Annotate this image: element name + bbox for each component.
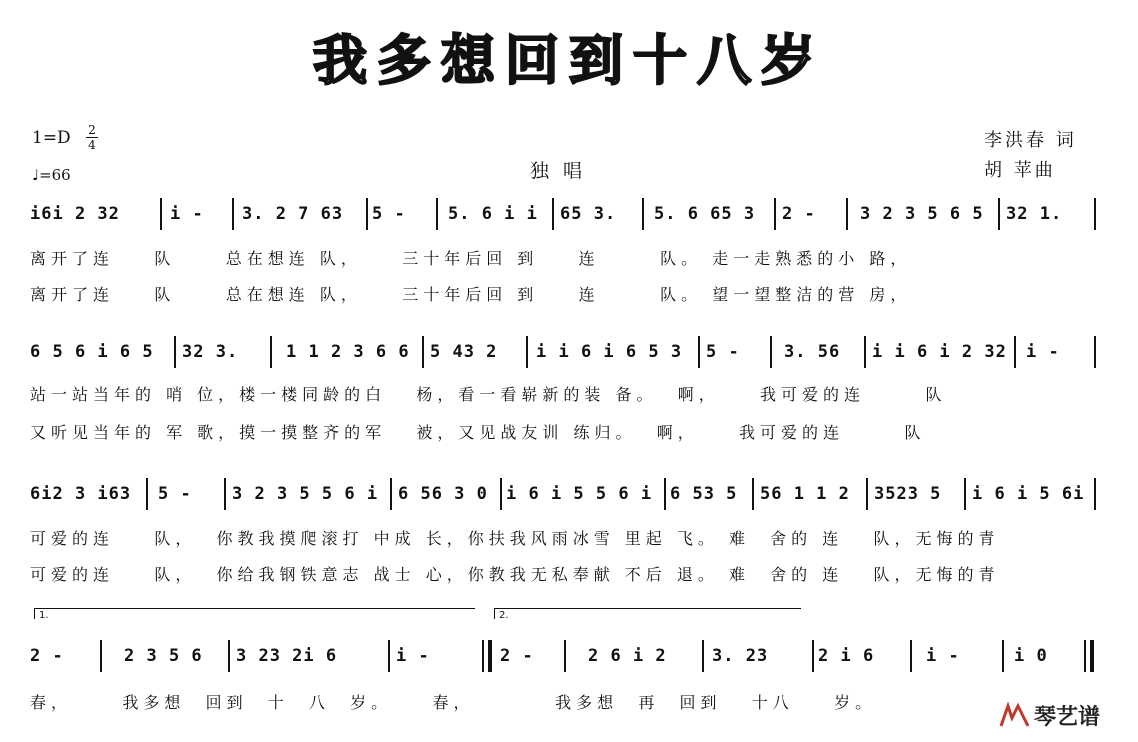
measure: 5. 6 65 3 xyxy=(654,204,756,224)
measure: 2 - xyxy=(500,646,534,666)
watermark-text: 琴艺谱 xyxy=(1034,705,1101,730)
measure: 32 1. xyxy=(1006,204,1063,224)
key-signature: 1=D xyxy=(32,128,71,148)
logo-icon xyxy=(998,702,1032,730)
measure: i - xyxy=(1026,342,1060,362)
lyric-line-1b: 离开了连 队 总在想连 队， 三十年后回 到 连 队。 望一望整洁的营 房， xyxy=(30,285,912,304)
lyric-line-2a: 站一站当年的 哨 位，楼一楼同龄的白 杨，看一看崭新的装 备。 啊， 我可爱的连 队 xyxy=(30,385,947,404)
notation-system-1 xyxy=(30,196,1098,232)
measure: 5 - xyxy=(706,342,740,362)
measure: i - xyxy=(396,646,430,666)
time-signature-bottom: 4 xyxy=(88,138,96,152)
lyric-line-3b: 可爱的连 队， 你给我钢铁意志 战士 心，你教我无私奉献 不后 退。 难 舍的 连 队，无悔的青 xyxy=(30,565,1000,584)
measure: 3 2 3 5 6 5 xyxy=(860,204,984,224)
measure: i i 6 i 6 5 3 xyxy=(536,342,683,362)
measure: 3. 56 xyxy=(784,342,841,362)
performance-note: 独唱 xyxy=(530,160,597,182)
measure: 2 - xyxy=(782,204,816,224)
measure: 5 - xyxy=(158,484,192,504)
measure: i - xyxy=(170,204,204,224)
measure: 6i2 3 i63 xyxy=(30,484,132,504)
measure: i i 6 i 2 32 xyxy=(872,342,1007,362)
measure: 2 - xyxy=(30,646,64,666)
volta-bracket-1: 1. xyxy=(34,608,475,619)
measure: 1 1 2 3 6 6 xyxy=(286,342,410,362)
measure: i 6 i 5 5 6 i xyxy=(506,484,653,504)
measure: 6 53 5 xyxy=(670,484,738,504)
measure: 5 43 2 xyxy=(430,342,498,362)
notation-system-4 xyxy=(30,638,1098,674)
measure: 2 6 i 2 xyxy=(588,646,667,666)
measure: i6i 2 32 xyxy=(30,204,120,224)
lyric-line-1a: 离开了连 队 总在想连 队， 三十年后回 到 连 队。 走一走熟悉的小 路， xyxy=(30,249,912,268)
measure: 3523 5 xyxy=(874,484,942,504)
notation-system-3 xyxy=(30,476,1098,512)
measure: 2 i 6 xyxy=(818,646,875,666)
measure: i 0 xyxy=(1014,646,1048,666)
tempo-marking: ♩=66 xyxy=(32,166,71,184)
time-signature xyxy=(86,124,98,151)
song-title: 我多想回到十八岁 xyxy=(313,29,825,92)
volta-bracket-2: 2. xyxy=(494,608,801,619)
measure: 3 2 3 5 5 6 i xyxy=(232,484,379,504)
measure: 2 3 5 6 xyxy=(124,646,203,666)
measure: 5 - xyxy=(372,204,406,224)
lyricist-credit: 李洪春 词 xyxy=(984,130,1077,151)
measure: 32 3. xyxy=(182,342,239,362)
measure: 6 5 6 i 6 5 xyxy=(30,342,154,362)
measure: 3. 23 xyxy=(712,646,769,666)
notation-system-2 xyxy=(30,334,1098,370)
time-signature-top: 2 xyxy=(88,123,96,137)
measure: i - xyxy=(926,646,960,666)
measure: i 6 i 5 6i xyxy=(972,484,1085,504)
lyric-line-2b: 又听见当年的 军 歌，摸一摸整齐的军 被，又见战友训 练归。 啊， 我可爱的连 队 xyxy=(30,423,926,442)
composer-credit: 胡 苹曲 xyxy=(984,160,1056,181)
lyric-line-4: 春， 我多想 回到 十 八 岁。 春， 我多想 再 回到 十八 岁。 xyxy=(30,693,877,712)
measure: 65 3. xyxy=(560,204,617,224)
measure: 5. 6 i i xyxy=(448,204,538,224)
measure: 56 1 1 2 xyxy=(760,484,850,504)
lyric-line-3a: 可爱的连 队， 你教我摸爬滚打 中成 长，你扶我风雨冰雪 里起 飞。 难 舍的 连 队，无悔的青 xyxy=(30,529,1000,548)
measure: 6 56 3 0 xyxy=(398,484,488,504)
measure: 3 23 2i 6 xyxy=(236,646,338,666)
measure: 3. 2 7 63 xyxy=(242,204,344,224)
